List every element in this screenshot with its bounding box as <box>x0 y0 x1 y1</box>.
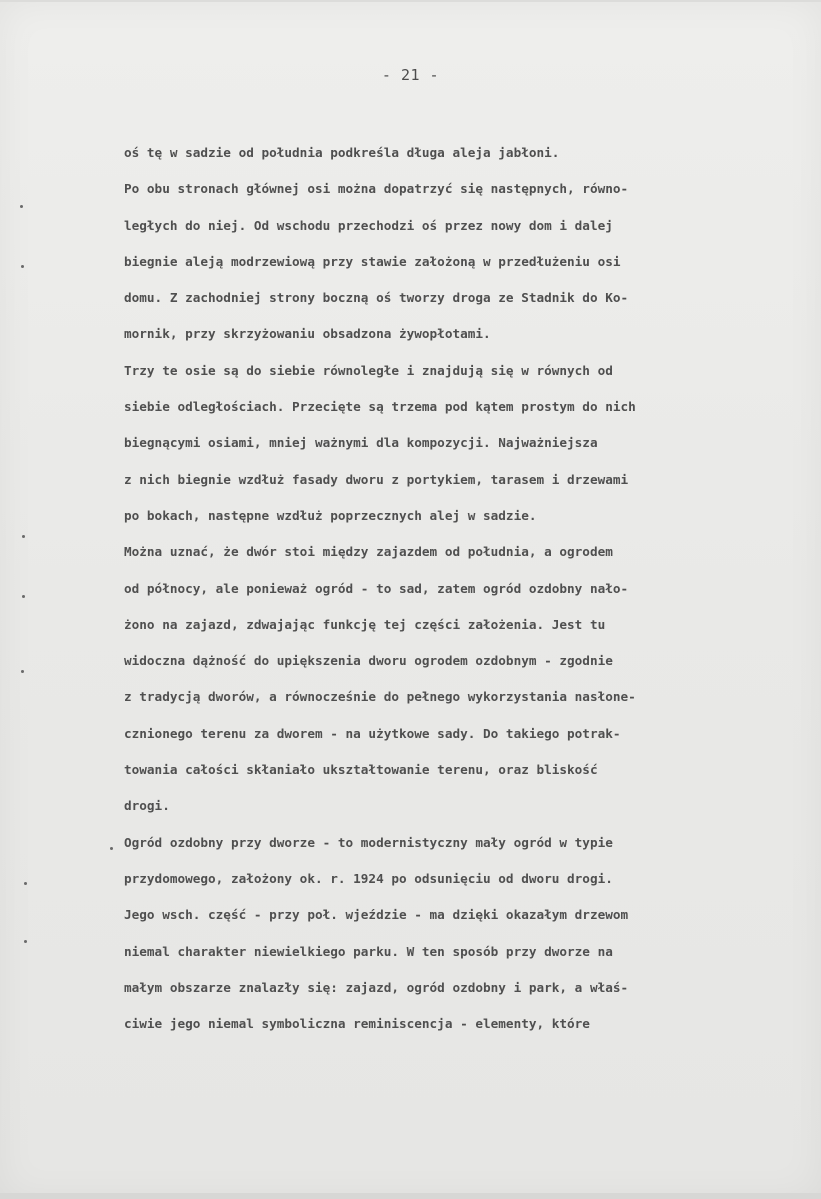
page-bottom-edge <box>0 1193 821 1199</box>
text-line: żono na zajazd, zdwajając funkcję tej części założenia. Jest tu <box>124 616 606 632</box>
text-line: widoczna dążność do upiększenia dworu ogrodem ozdobnym - zgodnie <box>124 653 613 669</box>
margin-mark <box>22 595 25 598</box>
text-line: Ogród ozdobny przy dworze - to modernistyczny mały ogród w typie <box>124 834 613 850</box>
text-line: małym obszarze znalazły się: zajazd, ogród ozdobny i park, a właś- <box>124 979 629 995</box>
text-line: domu. Z zachodniej strony boczną oś tworzy droga ze Stadnik do Ko- <box>124 290 629 306</box>
text-line: mornik, przy skrzyżowaniu obsadzona żywopłotami. <box>124 326 491 342</box>
text-line: oś tę w sadzie od południa podkreśla długa aleja jabłoni. <box>124 145 560 160</box>
margin-mark <box>21 670 24 673</box>
text-line: drogi. <box>124 798 170 814</box>
text-line: cznionego terenu za dworem - na użytkowe sady. Do takiego potrak- <box>124 725 621 741</box>
text-line: Jego wsch. część - przy poł. wjeździe - ma dzięki okazałym drzewom <box>124 907 629 923</box>
text-line: po bokach, następne wzdłuż poprzecznych alej w sadzie. <box>124 507 537 523</box>
margin-mark <box>24 882 27 885</box>
text-line: Można uznać, że dwór stoi między zajazdem od południa, a ogrodem <box>124 544 613 560</box>
page-number: - 21 - <box>381 66 440 84</box>
text-line: ciwie jego niemal symboliczna reminiscencja - elementy, które <box>124 1016 590 1032</box>
text-line: niemal charakter niewielkiego parku. W ten sposób przy dworze na <box>124 943 613 959</box>
text-line: towania całości skłaniało ukształtowanie terenu, oraz bliskość <box>124 762 598 778</box>
text-line: Po obu stronach głównej osi można dopatrzyć się następnych, równo- <box>124 181 629 197</box>
text-line: biegnącymi osiami, mniej ważnymi dla kompozycji. Najważniejsza <box>124 435 598 451</box>
text-line: z nich biegnie wzdłuż fasady dworu z portykiem, tarasem i drzewami <box>124 471 629 487</box>
text-line: z tradycją dworów, a równocześnie do pełnego wykorzystania nasłone- <box>124 689 636 705</box>
margin-mark <box>20 205 23 208</box>
text-line: przydomowego, założony ok. r. 1924 po odsunięciu od dworu drogi. <box>124 870 613 886</box>
text-line: ległych do niej. Od wschodu przechodzi oś przez nowy dom i dalej <box>124 217 613 233</box>
margin-mark <box>22 535 25 538</box>
page-top-edge <box>0 0 821 2</box>
text-line: Trzy te osie są do siebie równoległe i znajdują się w równych od <box>124 362 613 378</box>
text-line: siebie odległościach. Przecięte są trzema pod kątem prostym do nich <box>124 399 636 415</box>
text-line: biegnie aleją modrzewiową przy stawie założoną w przedłużeniu osi <box>124 253 621 269</box>
margin-mark <box>21 265 24 268</box>
margin-mark <box>24 940 27 943</box>
body-text <box>124 135 821 1042</box>
text-line: od północy, ale ponieważ ogród - to sad, zatem ogród ozdobny nało- <box>124 580 629 596</box>
margin-mark <box>110 847 113 850</box>
